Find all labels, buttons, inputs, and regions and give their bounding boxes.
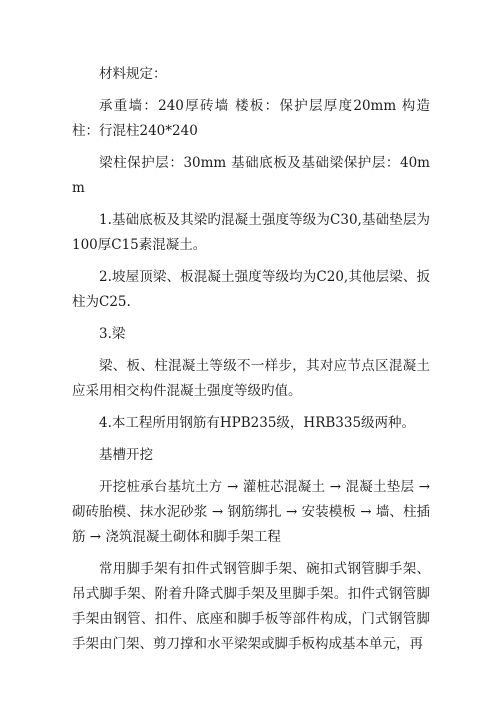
paragraph-process-flow: 开挖桩承台基坑土方 → 灌桩芯混凝土 → 混凝土垫层 → 砌砖胎模、抹水泥砂浆 → 钢筋绑扎 → 安装模板 → 墙、柱插筋 → 浇筑混凝土砌体和脚手架工程 bbox=[72, 479, 430, 545]
materials-heading: 材料规定： bbox=[99, 66, 167, 82]
document-body bbox=[72, 62, 430, 664]
paragraph-item-1: 1.基础底板及其梁旳混凝土强度等级为C30,基础垫层为100厚C15素混凝土。 bbox=[72, 212, 430, 253]
paragraph-bearing-wall: 承重墙：240厚砖墙 楼板：保护层厚度20mm 构造柱：行混柱240*240 bbox=[72, 98, 430, 139]
paragraph-item-3: 3.梁 bbox=[99, 326, 126, 342]
paragraph-item-2: 2.坡屋顶梁、板混凝土强度等级均为C20,其他层梁、扳柱为C25. bbox=[72, 269, 430, 310]
paragraph-scaffolding: 常用脚手架有扣件式钢管脚手架、碗扣式钢管脚手架、吊式脚手架、附着升降式脚手架及里脚手架。扣件式钢管脚手架由钢管、扣件、底座和脚手板等部件构成，门式钢管脚手架由门架、剪刀撑和水平梁架或脚手板构成基本单元，再 bbox=[72, 561, 430, 652]
paragraph-item-4: 4.本工程所用钢筋有HPB235级，HRB335级两种。 bbox=[99, 415, 416, 431]
paragraph-concrete-grade: 梁、板、柱混凝土等级不一样步，其对应节点区混凝土应采用相交构件混凝土强度等级旳值。 bbox=[72, 358, 430, 399]
excavation-heading: 基槽开挖 bbox=[99, 447, 153, 463]
paragraph-protective-layer: 梁柱保护层：30mm 基础底板及基础梁保护层：40mm bbox=[72, 155, 430, 196]
